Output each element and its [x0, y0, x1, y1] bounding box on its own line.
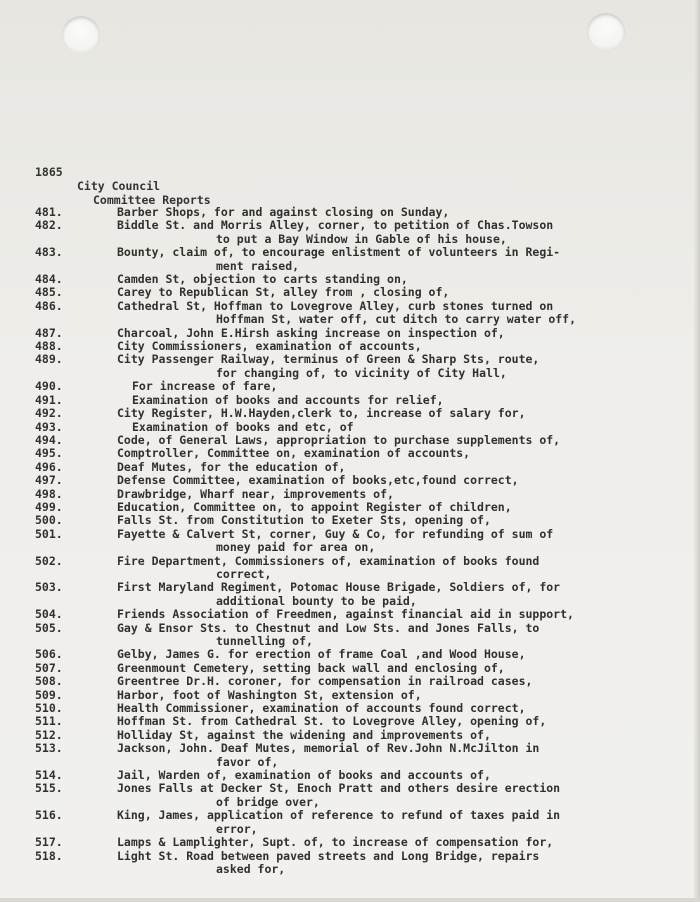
list-item: [35, 622, 675, 649]
entry-text: Friends Association of Freedmen, against financial aid in support,: [117, 607, 574, 622]
entry-number: 513.: [35, 741, 63, 756]
entry-number: 481.: [35, 205, 63, 219]
entry-number: 514.: [35, 768, 63, 783]
list-item: [35, 447, 675, 460]
list-item: [35, 340, 675, 353]
entry-text: Deaf Mutes, for the education of,: [117, 459, 346, 474]
entry-text: Lamps & Lamplighter, Supt. of, to increase of compensation for,: [117, 835, 554, 850]
entry-text: Light St. Road between paved streets and Long Bridge, repairs: [117, 848, 540, 863]
entry-text: Greenmount Cemetery, setting back wall and enclosing of,: [117, 660, 505, 675]
list-item: [35, 246, 675, 273]
entry-text: Holliday St, against the widening and improvements of,: [117, 727, 491, 742]
list-item: [35, 380, 675, 393]
entry-number: 485.: [35, 285, 63, 300]
entry-text: King, James, application of reference to refund of taxes paid in: [117, 808, 561, 823]
list-item: [35, 421, 675, 434]
list-item: [35, 555, 675, 582]
entry-text: Health Commissioner, examination of accounts found correct,: [117, 701, 526, 716]
entry-number: 515.: [35, 781, 63, 796]
list-item: [35, 836, 675, 849]
entry-text: City Register, H.W.Hayden,clerk to, increase of salary for,: [117, 406, 526, 421]
entry-text-continuation: asked for,: [216, 861, 286, 876]
list-item: [35, 715, 675, 728]
entry-text: Comptroller, Committee on, examination of accounts,: [117, 446, 471, 461]
entry-number: 517.: [35, 835, 63, 850]
entry-text: Camden St, objection to carts standing on,: [117, 272, 408, 287]
page-bottom-edge: [0, 898, 700, 902]
entry-number: 488.: [35, 339, 63, 354]
list-item: [35, 273, 675, 286]
entry-number: 507.: [35, 660, 63, 675]
entry-text: City Passenger Railway, terminus of Green & Sharp Sts, route,: [117, 352, 540, 367]
entry-text: Gelby, James G. for erection of frame Coal ,and Wood House,: [117, 647, 526, 662]
entry-text: Drawbridge, Wharf near, improvements of,: [117, 486, 394, 501]
section-heading: City Council: [77, 179, 161, 193]
list-item: [35, 394, 675, 407]
list-item: [35, 206, 675, 219]
list-item: [35, 300, 675, 327]
entry-text: Fayette & Calvert St, corner, Guy & Co, for refunding of sum of: [117, 526, 554, 541]
list-item: [35, 286, 675, 299]
entry-text: Carey to Republican St, alley from , closing of,: [117, 285, 450, 300]
entry-number: 497.: [35, 473, 63, 488]
entry-number: 511.: [35, 714, 63, 729]
entry-number: 510.: [35, 701, 63, 716]
entry-text-continuation: additional bounty to be paid,: [216, 593, 417, 608]
punch-hole-right: [587, 13, 625, 51]
entry-number: 506.: [35, 647, 63, 662]
entry-number: 493.: [35, 419, 63, 434]
entry-text: Bounty, claim of, to encourage enlistment of volunteers in Regi-: [117, 245, 561, 260]
entry-text: Cathedral St, Hoffman to Lovegrove Alley, curb stones turned on: [117, 298, 554, 313]
entry-number: 505.: [35, 620, 63, 635]
entry-text: Code, of General Laws, appropriation to purchase supplements of,: [117, 432, 561, 447]
entry-text: Examination of books and accounts for relief,: [132, 392, 444, 407]
entry-text: Examination of books and etc, of: [132, 419, 354, 434]
entry-number: 504.: [35, 607, 63, 622]
list-item: [35, 461, 675, 474]
page-right-edge: [694, 0, 700, 902]
list-item: [35, 353, 675, 380]
entry-text: For increase of fare,: [132, 379, 278, 394]
entry-number: 503.: [35, 580, 63, 595]
entry-number: 494.: [35, 432, 63, 447]
entry-number: 502.: [35, 553, 63, 568]
entry-text: Hoffman St. from Cathedral St. to Lovegrove Alley, opening of,: [117, 714, 547, 729]
entry-text: First Maryland Regiment, Potomac House Brigade, Soldiers of, for: [117, 580, 561, 595]
list-item: [35, 434, 675, 447]
year-heading: 1865: [35, 165, 63, 179]
entry-text: Falls St. from Constitution to Exeter Sts, opening of,: [117, 513, 491, 528]
entry-text: City Commissioners, examination of accounts,: [117, 339, 422, 354]
entry-text: Barber Shops, for and against closing on Sunday,: [117, 205, 450, 219]
list-item: [35, 327, 675, 340]
entry-number: 512.: [35, 727, 63, 742]
list-item: [35, 488, 675, 501]
list-item: [35, 850, 675, 877]
entry-text-continuation: of bridge over,: [216, 794, 320, 809]
entry-number: 483.: [35, 245, 63, 260]
entry-text: Jail, Warden of, examination of books and accounts of,: [117, 768, 491, 783]
list-item: [35, 474, 675, 487]
entry-number: 498.: [35, 486, 63, 501]
entry-text: Education, Committee on, to appoint Register of children,: [117, 499, 512, 514]
entry-number: 516.: [35, 808, 63, 823]
entry-text: Charcoal, John E.Hirsh asking increase on inspection of,: [117, 325, 505, 340]
list-item: [35, 742, 675, 769]
entry-text-continuation: error,: [216, 821, 258, 836]
entry-number: 496.: [35, 459, 63, 474]
list-item: [35, 608, 675, 621]
entry-text-continuation: to put a Bay Window in Gable of his house,: [216, 231, 507, 246]
subsection-heading: Committee Reports: [93, 193, 211, 207]
entry-number: 508.: [35, 674, 63, 689]
list-item: [35, 675, 675, 688]
list-item: [35, 782, 675, 809]
entry-number: 491.: [35, 392, 63, 407]
entry-number: 487.: [35, 325, 63, 340]
entry-text-continuation: favor of,: [216, 754, 279, 769]
list-item: [35, 809, 675, 836]
list-item: [35, 769, 675, 782]
entry-number: 492.: [35, 406, 63, 421]
entry-number: 499.: [35, 499, 63, 514]
list-item: [35, 648, 675, 661]
entry-number: 486.: [35, 298, 63, 313]
entry-text-continuation: money paid for area on,: [216, 540, 376, 555]
entry-number: 500.: [35, 513, 63, 528]
entry-number: 509.: [35, 687, 63, 702]
entry-number: 484.: [35, 272, 63, 287]
entry-number: 495.: [35, 446, 63, 461]
entry-text-continuation: for changing of, to vicinity of City Hall,: [216, 365, 507, 380]
list-item: [35, 729, 675, 742]
list-item: [35, 689, 675, 702]
list-item: [35, 528, 675, 555]
entry-text: Jones Falls at Decker St, Enoch Pratt and others desire erection: [117, 781, 561, 796]
entry-number: 482.: [35, 218, 63, 233]
entry-list: [35, 206, 675, 876]
entry-number: 518.: [35, 848, 63, 863]
entry-number: 489.: [35, 352, 63, 367]
entry-text: Biddle St. and Morris Alley, corner, to petition of Chas.Towson: [117, 218, 554, 233]
entry-text-continuation: ment raised,: [216, 258, 300, 273]
list-item: [35, 702, 675, 715]
list-item: [35, 219, 675, 246]
entry-text-continuation: correct,: [216, 566, 272, 581]
entry-number: 490.: [35, 379, 63, 394]
list-item: [35, 501, 675, 514]
entry-text: Gay & Ensor Sts. to Chestnut and Low Sts. and Jones Falls, to: [117, 620, 540, 635]
entry-text: Fire Department, Commissioners of, examination of books found: [117, 553, 540, 568]
punch-hole-left: [62, 16, 100, 54]
list-item: [35, 581, 675, 608]
entry-text-continuation: tunnelling of,: [216, 634, 313, 648]
list-item: [35, 662, 675, 675]
entry-text: Defense Committee, examination of books,etc,found correct,: [117, 473, 519, 488]
entry-number: 501.: [35, 526, 63, 541]
list-item: [35, 514, 675, 527]
entry-text-continuation: Hoffman St, water off, cut ditch to carry water off,: [216, 312, 577, 327]
entry-text: Greentree Dr.H. coroner, for compensation in railroad cases,: [117, 674, 533, 689]
list-item: [35, 407, 675, 420]
entry-text: Harbor, foot of Washington St, extension of,: [117, 687, 422, 702]
entry-text: Jackson, John. Deaf Mutes, memorial of Rev.John N.McJilton in: [117, 741, 540, 756]
